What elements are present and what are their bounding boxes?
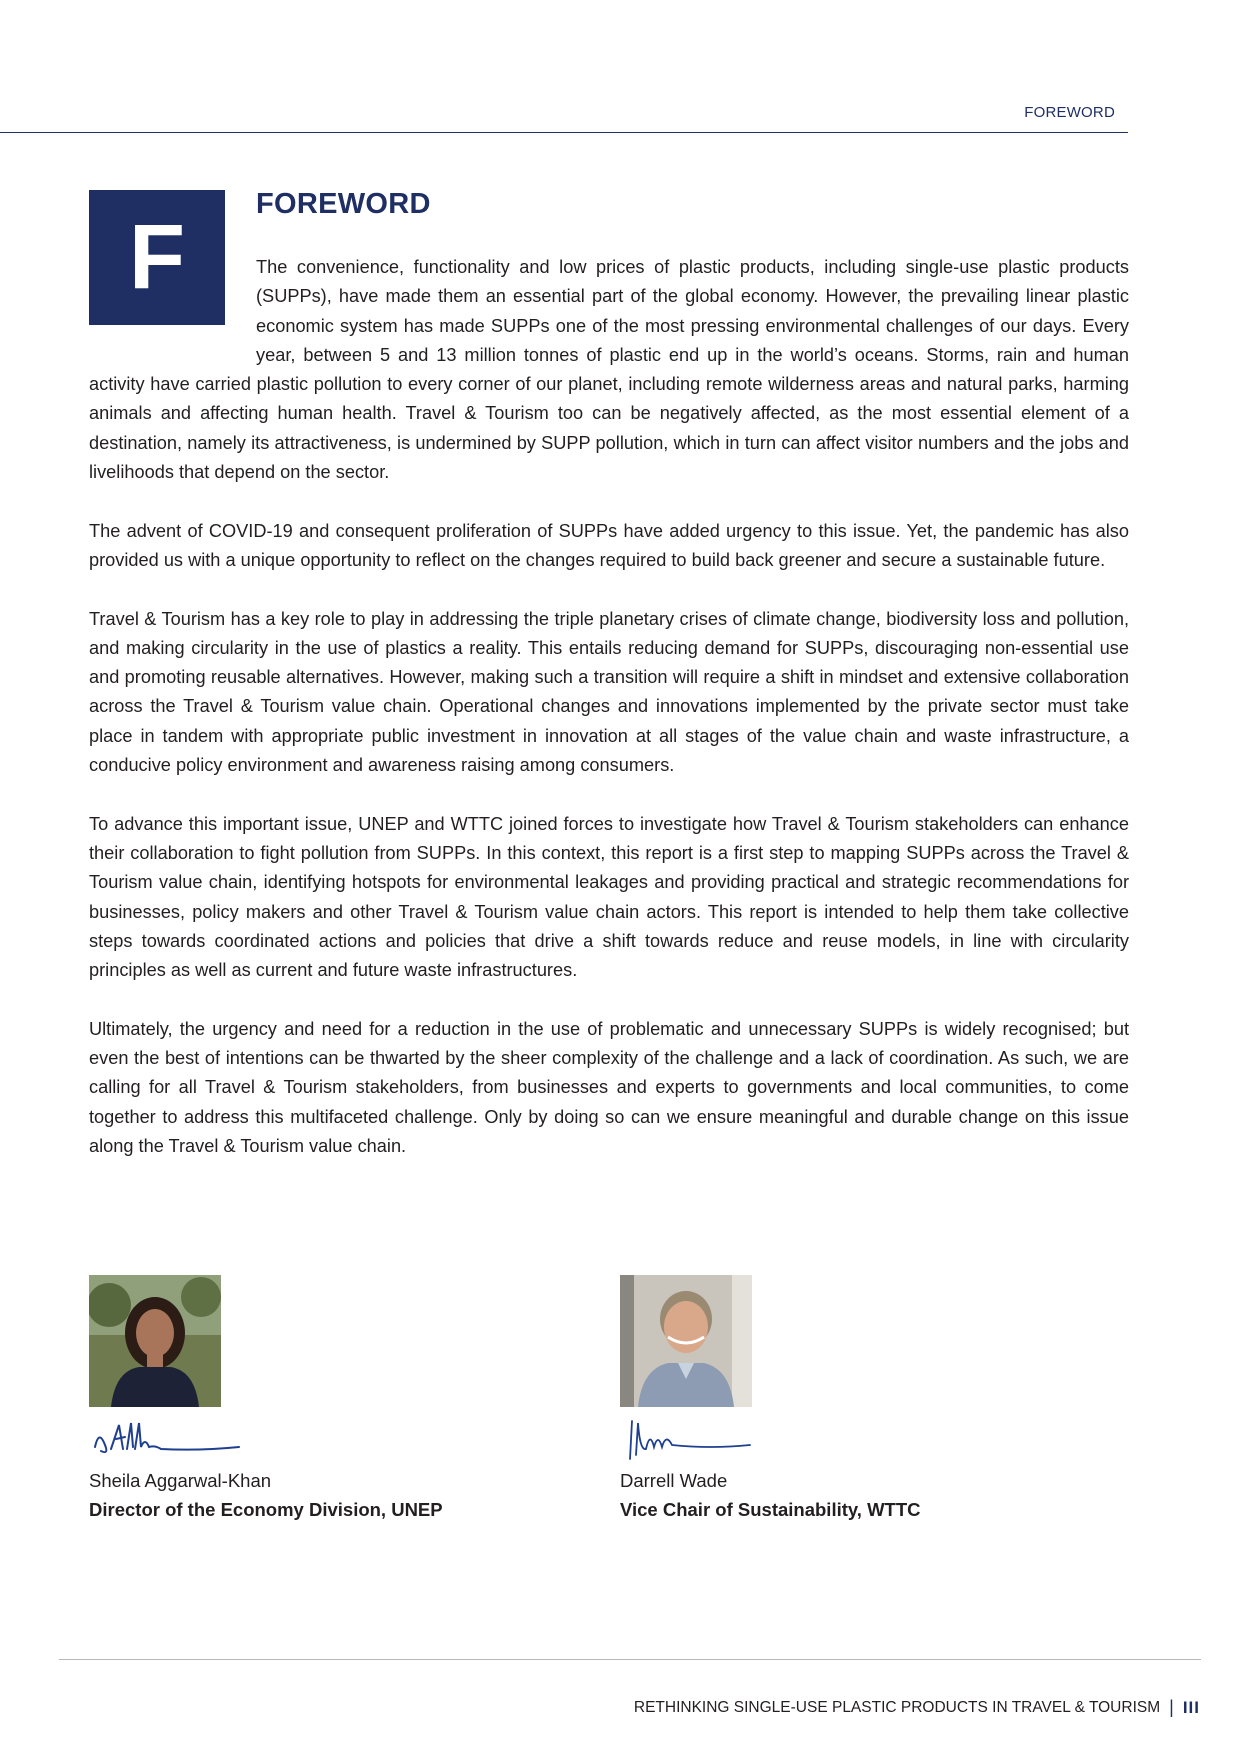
portrait-photo-sheila bbox=[89, 1275, 221, 1407]
signatory-unep bbox=[89, 1275, 509, 1525]
portrait-photo-darrell bbox=[620, 1275, 752, 1407]
page-number: III bbox=[1182, 1697, 1200, 1717]
signatory-role: Vice Chair of Sustainability, WTTC bbox=[620, 1499, 921, 1520]
signature-darrell bbox=[620, 1415, 780, 1465]
signatory-role: Director of the Economy Division, UNEP bbox=[89, 1499, 443, 1520]
foreword-body bbox=[89, 253, 1129, 1191]
footer-separator: | bbox=[1169, 1697, 1174, 1717]
footer-report-title: RETHINKING SINGLE-USE PLASTIC PRODUCTS IN TRAVEL & TOURISM bbox=[633, 1698, 1161, 1716]
paragraph-2: The advent of COVID-19 and consequent proliferation of SUPPs have added urgency to this issue. Yet, the pandemic has also provided us with a unique opportunity to reflect on the changes required to build back greener and secure a sustainable future. bbox=[89, 520, 1129, 570]
header-rule bbox=[0, 132, 1128, 133]
signatory-name: Darrell Wade bbox=[620, 1470, 728, 1491]
paragraph-5: Ultimately, the urgency and need for a reduction in the use of problematic and unnecessary SUPPs is widely recognised; but even the best of intentions can be thwarted by the sheer complexity of the challenge and a lack of coordination. As such, we are calling for all Travel & Tourism stakeholders, from businesses and experts to governments and local communities, to come together to address this multifaceted challenge. Only by doing so can we ensure meaningful and durable change on this issue along the Travel & Tourism value chain. bbox=[89, 1018, 1129, 1156]
paragraph-1: The convenience, functionality and low prices of plastic products, including single-use plastic products (SUPPs), have made them an essential part of the global economy. However, the prevailing linear plastic economic system has made SUPPs one of the most pressing environmental challenges of our days. Every year, between 5 and 13 million tonnes of plastic end up in the world’s oceans. Storms, rain and human activity have carried plastic pollution to every corner of our planet, including remote wilderness areas and natural parks, harming animals and affecting human health. Travel & Tourism too can be negatively affected, as the most essential element of a destination, namely its attractiveness, is undermined by SUPP pollution, which in turn can affect visitor numbers and the jobs and livelihoods that depend on the sector. bbox=[89, 257, 1129, 483]
paragraph-3: Travel & Tourism has a key role to play in addressing the triple planetary crises of climate change, biodiversity loss and pollution, and making circularity in the use of plastics a reality. This entails reducing demand for SUPPs, discouraging non-essential use and promoting reusable alternatives. However, making such a transition will require a shift in mindset and extensive collaboration across the Travel & Tourism value chain. Operational changes and innovations implemented by the private sector must take place in tandem with appropriate public investment in innovation at all stages of the value chain and waste infrastructure, a conducive policy environment and awareness raising among consumers. bbox=[89, 608, 1129, 776]
dropcap-box: F bbox=[89, 190, 225, 325]
signatory-name: Sheila Aggarwal-Khan bbox=[89, 1470, 272, 1491]
paragraph-4: To advance this important issue, UNEP and WTTC joined forces to investigate how Travel & Tourism stakeholders can enhance their collaboration to fight pollution from SUPPs. In this context, this report is a first step to mapping SUPPs across the Travel & Tourism value chain, identifying hotspots for environmental leakages and providing practical and strategic recommendations for businesses, policy makers and other Travel & Tourism value chain actors. This report is intended to help them take collective steps towards coordinated actions and policies that drive a shift towards reduce and reuse models, in line with circularity principles as well as current and future waste infrastructures. bbox=[89, 813, 1129, 981]
page-footer bbox=[634, 1697, 1200, 1718]
page-title: FOREWORD bbox=[256, 188, 431, 220]
signatory-wttc bbox=[620, 1275, 1040, 1525]
footer-rule bbox=[59, 1659, 1201, 1660]
running-header: FOREWORD bbox=[1024, 104, 1115, 121]
signature-sheila bbox=[89, 1415, 249, 1465]
